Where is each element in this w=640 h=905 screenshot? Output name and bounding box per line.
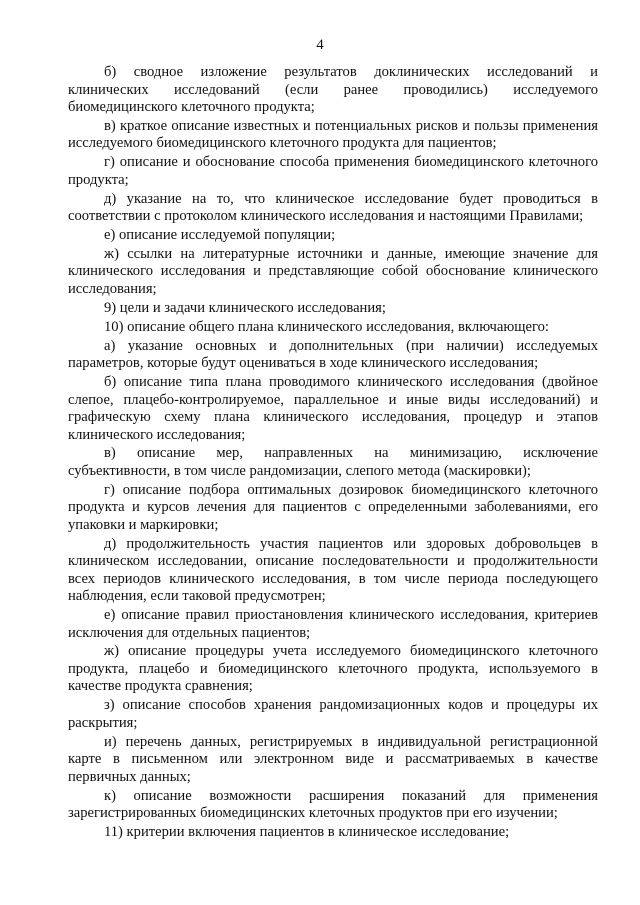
paragraph-10d-duration: д) продолжительность участия пациентов или здоровых добровольцев в клиническом исследовании, описание последовательности и продолжительности всех периодов клинического исследования, в том числе периода последующего наблюдения, если таковой предусмотрен;	[68, 535, 598, 605]
paragraph-v-risks: в) краткое описание известных и потенциальных рисков и пользы применения исследуемого биомедицинского клеточного продукта для пациентов;	[68, 117, 598, 152]
paragraph-10b-design: б) описание типа плана проводимого клинического исследования (двойное слепое, плацебо-контролируемое, параллельное и иные виды исследований) и графическую схему плана клинического исследования, процедур и этапов клинического исследования;	[68, 374, 598, 443]
paragraph-10k-indications: к) описание возможности расширения показаний для применения зарегистрированных биомедицинских клеточных продуктов при его изучении;	[68, 787, 598, 822]
paragraph-e-population: е) описание исследуемой популяции;	[104, 227, 336, 244]
paragraph-11-inclusion: 11) критерии включения пациентов в клиническое исследование;	[104, 824, 510, 841]
page-number: 4	[316, 37, 324, 53]
paragraph-b-summary: б) сводное изложение результатов доклинических исследований и клинических исследований (если ранее проводились) исследуемого биомедицинского клеточного продукта;	[68, 64, 598, 115]
paragraph-zh-references: ж) ссылки на литературные источники и данные, имеющие значение для клинического исследования и представляющие собой обоснование клинического исследования;	[68, 245, 598, 297]
paragraph-10zh-accounting: ж) описание процедуры учета исследуемого биомедицинского клеточного продукта, плацебо и биомедицинского клеточного продукта, используемого в качестве продукта сравнения;	[68, 643, 598, 695]
paragraph-10v-bias: в) описание мер, направленных на минимизацию, исключение субъективности, в том числе рандомизации, слепого метода (маскировки);	[68, 445, 598, 479]
document-body	[68, 64, 598, 843]
paragraph-10-plan: 10) описание общего плана клинического исследования, включающего:	[104, 318, 549, 335]
paragraph-10i-data: и) перечень данных, регистрируемых в индивидуальной регистрационной карте в письменном или электронном виде и рассматриваемых в качестве первичных данных;	[68, 733, 598, 785]
paragraph-10e-stopping: е) описание правил приостановления клинического исследования, критериев исключения для отдельных пациентов;	[68, 607, 598, 641]
paragraph-g-method: г) описание и обоснование способа применения биомедицинского клеточного продукта;	[68, 154, 598, 188]
paragraph-10a-parameters: а) указание основных и дополнительных (при наличии) исследуемых параметров, которые будут оцениваться в ходе клинического исследования;	[68, 337, 598, 372]
paragraph-9-goals: 9) цели и задачи клинического исследования;	[104, 299, 386, 316]
paragraph-10g-dosing: г) описание подбора оптимальных дозировок биомедицинского клеточного продукта и курсов лечения для пациентов с определенными заболеваниями, его упаковки и маркировки;	[68, 481, 598, 533]
paragraph-10z-codes: з) описание способов хранения рандомизационных кодов и процедуры их раскрытия;	[68, 697, 598, 731]
paragraph-d-protocol: д) указание на то, что клиническое исследование будет проводиться в соответствии с протоколом клинического исследования и настоящими Правилами;	[68, 190, 598, 225]
